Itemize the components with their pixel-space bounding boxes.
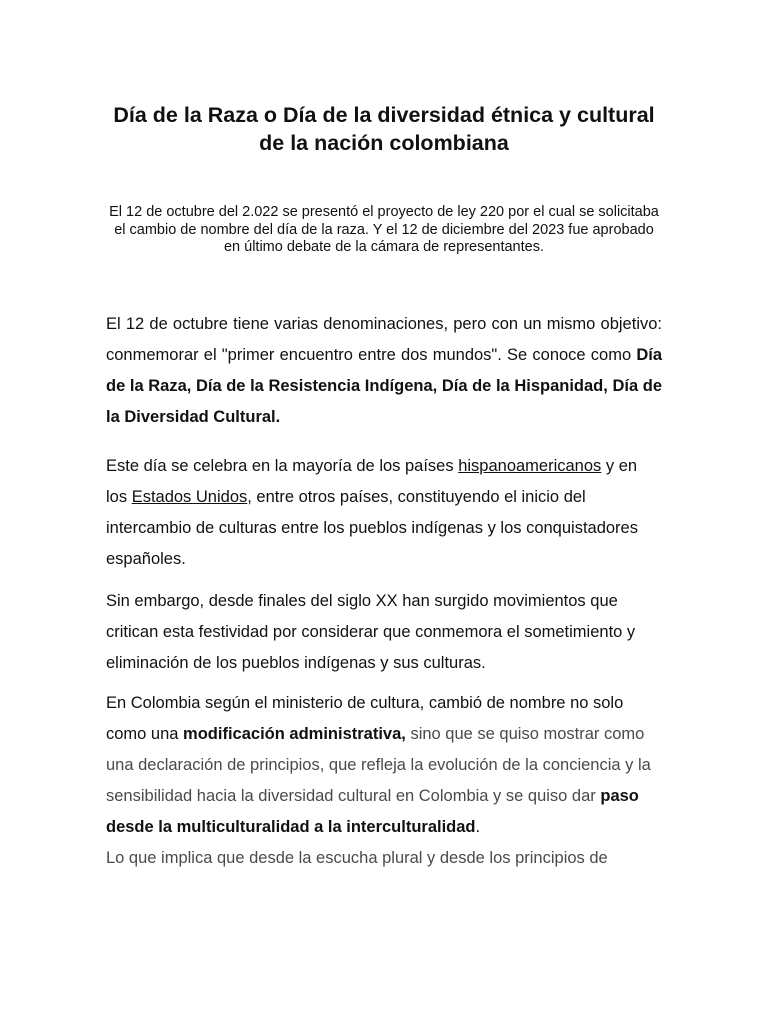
bold-names: Día de la Raza, Día de la Resistencia Indígena, Día de la Hispanidad, Día de la Diversidad Cultural. xyxy=(106,346,662,426)
bold-modification: modificación administrativa, xyxy=(183,725,406,743)
paragraph-celebration xyxy=(106,451,662,575)
link-hispanoamericanos[interactable]: hispanoamericanos xyxy=(458,457,602,475)
paragraph-text: En Colombia según el ministerio de cultura, cambió de nombre no solo como una xyxy=(106,694,624,743)
paragraph-text: Lo que implica que desde la escucha plural y desde los principios de xyxy=(106,849,608,867)
paragraph-text: Este día se celebra en la mayoría de los países xyxy=(106,457,459,475)
paragraph-criticism: Sin embargo, desde finales del siglo XX han surgido movimientos que critican esta festividad por considerar que conmemora el sometimiento y eliminación de los pueblos indígenas y sus culturas. xyxy=(106,592,636,672)
paragraph-text: El 12 de octubre tiene varias denominaciones, pero con un mismo objetivo: conmemorar el "primer encuentro entre dos mundos". Se conoce como xyxy=(106,315,662,364)
bold-interculturality: paso desde la multiculturalidad a la interculturalidad xyxy=(106,787,639,836)
intro-paragraph: El 12 de octubre del 2.022 se presentó el proyecto de ley 220 por el cual se solicitaba el cambio de nombre del día de la raza. Y el 12 de diciembre del 2023 fue aprobado en último debate de la cámara de representantes. xyxy=(109,204,659,255)
paragraph-text: . xyxy=(475,818,481,836)
paragraph-text: y en los xyxy=(106,457,638,506)
link-estados-unidos[interactable]: Estados Unidos xyxy=(131,488,248,506)
paragraph-denominations xyxy=(106,309,662,433)
paragraph-text: , entre otros países, constituyendo el inicio del intercambio de culturas entre los pueblos indígenas y los conquistadores españoles. xyxy=(106,488,638,568)
document-title: Día de la Raza o Día de la diversidad étnica y cultural de la nación colombiana xyxy=(113,103,655,155)
paragraph-colombia xyxy=(106,688,662,874)
paragraph-text: sino que se quiso mostrar como una declaración de principios, que refleja la evolución de la conciencia y la sensibilidad hacia la diversidad cultural en Colombia y se quiso dar xyxy=(106,725,651,805)
